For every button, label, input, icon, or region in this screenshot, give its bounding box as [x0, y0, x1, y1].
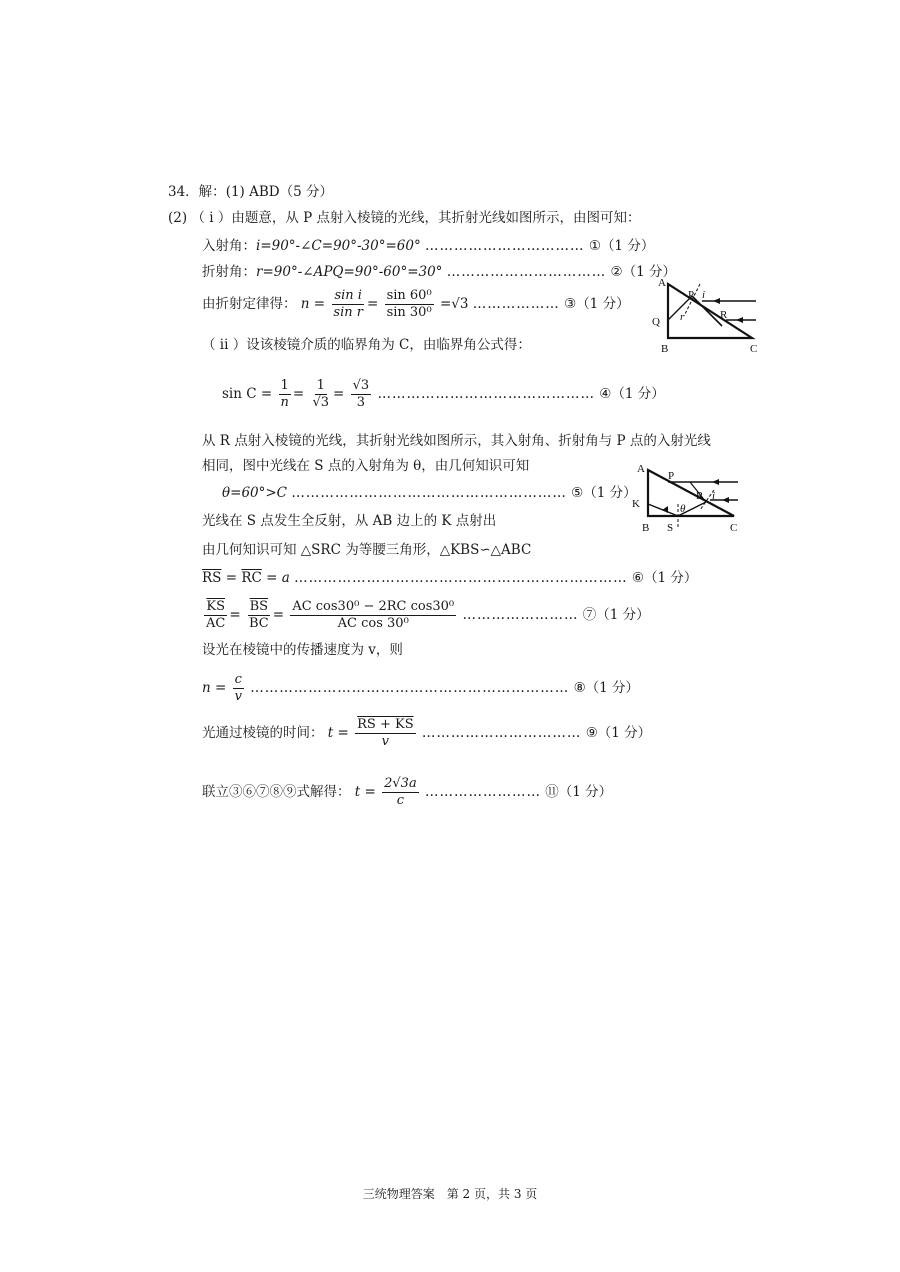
fig1-label-c: C — [750, 343, 758, 354]
incidence-expr: i=90°-∠C=90°-30°=60° — [256, 238, 421, 254]
speed-lhs: n = — [202, 680, 227, 696]
refraction-label: 折射角： — [202, 264, 256, 280]
equation-number: ⑧ — [573, 680, 586, 696]
fraction — [233, 672, 244, 705]
total-reflection-text: 光线在 S 点发生全反射，从 AB 边上的 K 点射出 — [202, 513, 497, 529]
equation-number: ⑨ — [585, 725, 598, 741]
score: （1 分） — [600, 238, 655, 254]
frac-den: v — [234, 689, 242, 704]
rs-value: = a — [266, 570, 290, 586]
page-footer: 三统物理答案 第 2 页，共 3 页 — [362, 1187, 538, 1201]
frac-num: 2√3a — [384, 776, 417, 791]
segment-rs: $\overline{RS}$ — [202, 570, 222, 586]
frac-num: RS + KS — [357, 717, 414, 732]
fig1-label-b: B — [661, 343, 669, 354]
fraction — [278, 378, 290, 411]
frac-den: √3 — [312, 395, 330, 410]
theta-expr: θ=60°>C — [222, 485, 288, 501]
score: （1 分） — [576, 296, 630, 312]
fig1-label-r: R — [720, 309, 728, 321]
frac-num: $\overline{BS}$ — [249, 599, 269, 614]
leader-dots: …………………… — [425, 784, 541, 800]
fraction — [310, 378, 331, 411]
score: （1 分） — [596, 607, 650, 623]
fraction — [355, 717, 415, 750]
frac-den: n — [280, 395, 289, 410]
frac-den: AC cos 30⁰ — [337, 616, 409, 631]
theta-line — [222, 484, 637, 502]
critical-angle-line: sin C = $\frac{1}{n}$ = $\frac{1}{√3}$ = $\frac{√3}{3}$ ……………………………………… ④（1 分） — [222, 378, 665, 410]
fig2-label-b: B — [642, 522, 650, 534]
prism-diagram-1 — [650, 276, 765, 354]
fig1-label-a: A — [658, 277, 666, 289]
fig2-label-theta: θ — [680, 503, 686, 515]
final-line — [202, 776, 612, 809]
equation-number: ⑪ — [545, 784, 559, 800]
speed-intro: 设光在棱镜中的传播速度为 v，则 — [202, 642, 403, 658]
fraction-sin-60-30 — [385, 288, 434, 321]
final-label: 联立③⑥⑦⑧⑨式解得： — [202, 784, 351, 800]
equation-number: ③ — [564, 296, 577, 312]
part2-intro — [168, 209, 641, 227]
fig2-label-i: i — [712, 490, 716, 502]
part2-ii-label: （ ii ） — [202, 337, 247, 353]
frac-num: $\overline{KS}$ — [206, 599, 225, 614]
fig2-label-a: A — [637, 463, 645, 475]
equation-number: ⑥ — [631, 570, 644, 586]
leader-dots: ……………………………………… — [377, 386, 595, 402]
fig1-label-q: Q — [652, 316, 660, 328]
equation-number: ⑦ — [582, 607, 597, 623]
score: （1 分） — [622, 264, 677, 280]
part1-answer: (1) ABD（5 分） — [225, 184, 333, 200]
part2-ii-intro-line — [202, 336, 531, 354]
snell-law-line: 由折射定律得： n = $\frac{\text{sin i}}{\text{sin r}}$ = $\frac{\text{sin 60⁰}}{\text{sin 30⁰}}$ =√3 ……………… ③（1 分） — [202, 288, 630, 320]
fig1-label-i: i — [702, 289, 706, 301]
leader-dots: …………………………………………………………… — [294, 570, 628, 586]
final-lhs: t = — [354, 784, 376, 800]
part2-label: (2) — [168, 210, 188, 226]
equation-number: ④ — [599, 386, 612, 402]
score: （1 分） — [558, 784, 613, 800]
score: （1 分） — [611, 386, 665, 402]
equation-number: ① — [588, 238, 601, 254]
leader-dots: …………………………… — [446, 264, 607, 280]
frac-num: √3 — [352, 378, 370, 393]
time-label: 光通过棱镜的时间： — [202, 725, 324, 741]
fraction — [351, 378, 372, 411]
fig2-label-p: P — [668, 470, 675, 482]
score: （1 分） — [585, 680, 640, 696]
fig2-label-s: S — [667, 522, 674, 534]
incidence-label: 入射角： — [202, 238, 256, 254]
frac-den: sin 30⁰ — [386, 305, 432, 320]
frac-num: AC cos30⁰ − 2RC cos30⁰ — [292, 599, 455, 614]
score: （1 分） — [597, 725, 652, 741]
refraction-line — [202, 263, 676, 281]
frac-den: v — [381, 734, 390, 749]
fig2-label-c: C — [730, 522, 738, 534]
leader-dots: ……………… — [472, 296, 560, 312]
fig2-label-k: K — [632, 498, 640, 510]
frac-den: 3 — [356, 395, 366, 410]
frac-num: c — [234, 672, 242, 687]
n-symbol: n = — [300, 296, 326, 312]
r-paragraph-line-1: 从 R 点射入棱镜的光线，其折射光线如图所示，其入射角、折射角与 P 点的入射光线 — [202, 433, 711, 449]
time-lhs: t = — [327, 725, 349, 741]
part2-ii-intro: 设该棱镜介质的临界角为 C，由临界角公式得： — [246, 337, 531, 353]
fraction — [204, 599, 227, 632]
refraction-expr: r=90°-∠APQ=90°-60°=30° — [256, 264, 443, 280]
rs-line: $\overline{RS} = \overline{RC} = a$ …………………………………………………………… ⑥（1 分） — [202, 570, 698, 586]
leader-dots: …………………………… — [425, 238, 585, 254]
leader-dots: …………………………… — [421, 725, 582, 741]
fig1-label-p: P — [688, 289, 695, 301]
law-result: =√3 — [439, 296, 469, 312]
r-paragraph-line-2: 相同，图中光线在 S 点的入射角为 θ，由几何知识可知 — [202, 458, 530, 474]
frac-num: 1 — [280, 378, 289, 393]
frac-den: c — [396, 793, 405, 808]
part2-i-label: （ i ） — [191, 210, 232, 226]
frac-den: BC — [248, 616, 269, 631]
fraction — [247, 599, 271, 632]
critical-lhs: sin C = — [222, 386, 273, 402]
frac-num: sin 60⁰ — [386, 288, 432, 303]
frac-den: sin r — [333, 305, 363, 320]
incidence-line — [202, 237, 654, 255]
ks-ratio-line: $\frac{\overline{KS}}{AC}$ = $\frac{\overline{BS}}{BC}$ = $\frac{\text{AC cos30⁰ − 2RC cos30⁰}}{\text{AC cos 30⁰}}$ …………………… ⑦（1 分） — [206, 599, 650, 631]
fraction-sin-i-r — [331, 288, 365, 321]
segment-rc: $\overline{RC}$ — [241, 570, 262, 586]
law-label: 由折射定律得： — [202, 296, 297, 312]
time-line — [202, 717, 651, 750]
leader-dots: ………………………………………………………… — [250, 680, 570, 696]
equation-number: ② — [610, 264, 623, 280]
fraction — [382, 776, 419, 809]
fig1-label-r-angle: r — [680, 311, 685, 323]
question-header — [168, 183, 333, 201]
fig2-label-r: R — [696, 490, 704, 502]
fraction — [290, 599, 456, 632]
frac-num: 1 — [316, 378, 325, 393]
question-number: 34．解： — [168, 184, 226, 200]
score: （1 分） — [583, 485, 637, 501]
part2-i-intro: 由题意，从 P 点射入棱镜的光线，其折射光线如图所示，由图可知： — [231, 210, 641, 226]
score: （1 分） — [643, 570, 698, 586]
speed-line — [202, 672, 639, 705]
frac-num: sin i — [334, 288, 362, 303]
leader-dots: ………………………………………………… — [291, 485, 567, 501]
equation-number: ⑤ — [571, 485, 584, 501]
leader-dots: …………………… — [462, 607, 579, 623]
frac-den: AC — [206, 616, 226, 631]
prism-diagram-2 — [630, 462, 745, 536]
geometry-text: 由几何知识可知 △SRC 为等腰三角形，△KBS∽△ABC — [202, 542, 532, 558]
